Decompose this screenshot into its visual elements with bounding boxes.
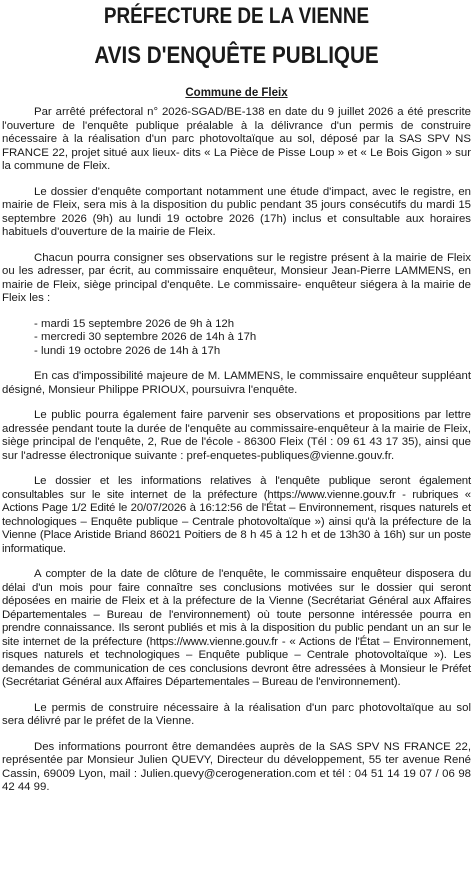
commune-heading: Commune de Fleix <box>185 87 288 99</box>
paragraph-suppleant: En cas d'impossibilité majeure de M. LAMMENS, le commissaire enquêteur suppléant désigné, Monsieur Philippe PRIOUX, poursuivra l'enquête. <box>2 370 471 396</box>
prefecture-title: PRÉFECTURE DE LA VIENNE <box>103 3 370 28</box>
paragraph-observations: Chacun pourra consigner ses observations sur le registre présent à la mairie de Fleix ou les adresser, par écrit, au commissaire enquêteur, Monsieur Jean-Pierre LAMMENS, en mairie de Fleix, siège principal d'enquête. Le commissaire- enquêteur siégera à la mairie de Fleix les : <box>2 251 471 304</box>
paragraph-courrier: Le public pourra également faire parvenir ses observations et propositions par lettre adressée pendant toute la durée de l'enquête au commissaire-enquêteur à la mairie de Fleix, siège principal de l'enquête, 2, Rue de l'école - 86300 Fleix (Tél : 09 61 43 17 35), ainsi que sur l'adresse électronique suivante : pref-enquetes-publiques@vienne.gouv.fr. <box>2 409 471 462</box>
list-item: - mardi 15 septembre 2026 de 9h à 12h <box>34 317 235 330</box>
list-item: - lundi 19 octobre 2026 de 14h à 17h <box>34 344 221 357</box>
paragraph-arrete: Par arrêté préfectoral n° 2026-SGAD/BE-138 en date du 9 juillet 2026 a été prescrite l'ouverture de l'enquête publique préalable à la délivrance d'un permis de construire nécessaire à la réalisation d'un parc photovoltaïque au sol, déposé par la SAS SPV NS FRANCE 22, projet situé aux lieux- dits « La Pièce de Pisse Loup » et « Le Bois Gigon » sur la commune de Fleix. <box>2 106 471 172</box>
paragraph-consultation: Le dossier et les informations relatives à l'enquête publique seront également consultables sur le site internet de la préfecture (https://www.vienne.gouv.fr - rubriques « Actions Page 1/2 Edité le 20/07/2026 à 16:12:56 de l'État – Environnement, risques naturels et technologiques – Enquête publique – Centrale photovoltaïque ») ainsi qu'à la préfecture de la Vienne (Place Aristide Briand 86021 Poitiers de 8 h 45 à 12 h et de 13h30 à 16h) sur un poste informatique. <box>2 475 471 555</box>
paragraph-conclusions: A compter de la date de clôture de l'enquête, le commissaire enquêteur disposera du délai d'un mois pour faire connaître ses conclusions motivées sur le dossier qui seront déposées en mairie de Fleix et à la préfecture de la Vienne (Secrétariat Général aux Affaires Départementales – Bureau de l'environnement) où toute personne intéressée pourra en prendre connaissance. Ils seront publiés et mis à la disposition du public pendant un an sur le site internet de la préfecture (https://www.vienne.gouv.fr - « Actions de l'État – Environnement, risques naturels et technologiques – Enquête publique – Centrale photovoltaïque »). Les demandes de communication de ces conclusions devront être adressées à Monsieur le Préfet (Secrétariat Général aux Affaires Départementales – Bureau de l'environnement). <box>2 568 471 688</box>
permanence-list <box>2 318 471 359</box>
paragraph-contact: Des informations pourront être demandées auprès de la SAS SPV NS FRANCE 22, représentée par Monsieur Julien QUEVY, Directeur du développement, 55 ter avenue René Cassin, 69009 Lyon, mail : Julien.quevy@cerogeneration.com et tél : 04 51 14 19 07 / 06 98 42 44 99. <box>2 740 471 793</box>
notice-title: AVIS D'ENQUÊTE PUBLIQUE <box>94 42 379 69</box>
paragraph-dossier: Le dossier d'enquête comportant notamment une étude d'impact, avec le registre, en mairie de Fleix, sera mis à la disposition du public pendant 35 jours consécutifs du mardi 15 septembre 2026 (9h) au lundi 19 octobre 2026 (17h) inclus et consultable aux horaires habituels d'ouverture de la mairie de Fleix. <box>2 185 471 238</box>
paragraph-permis: Le permis de construire nécessaire à la réalisation d'un parc photovoltaïque au sol sera délivré par le préfet de la Vienne. <box>2 701 471 727</box>
list-item: - mercredi 30 septembre 2026 de 14h à 17h <box>34 331 257 343</box>
notice-body <box>2 106 471 795</box>
